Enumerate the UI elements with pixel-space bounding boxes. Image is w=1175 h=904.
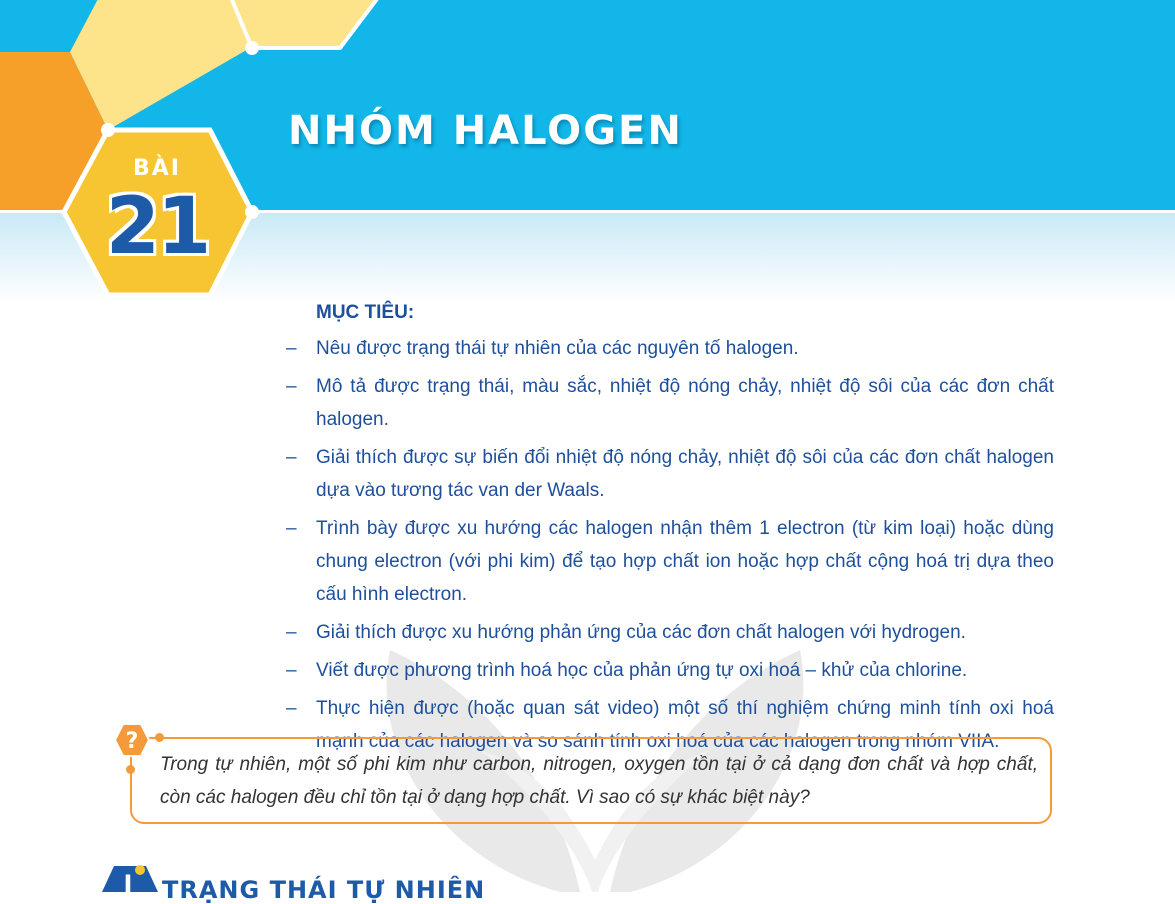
page-title: NHÓM HALOGEN [288, 108, 683, 154]
bullet-dash: – [286, 660, 297, 681]
question-mark-icon [114, 722, 150, 758]
objective-item [286, 332, 1054, 365]
question-mark-symbol: ? [125, 729, 139, 754]
objective-text: Thực hiện được (hoặc quan sát video) một số thí nghiệm chứng minh tính oxi hoá mạnh của các halogen và so sánh tính oxi hoá của các halogen trong nhóm VIIA. [316, 698, 1054, 752]
lesson-number: 21 [105, 182, 209, 272]
objective-item [286, 654, 1054, 687]
question-box-dot [126, 765, 135, 774]
bullet-dash: – [286, 622, 297, 643]
objectives-section [286, 296, 1054, 763]
question-box-dot [155, 733, 164, 742]
bullet-dash: – [286, 447, 297, 468]
bullet-dash: – [286, 518, 297, 539]
objective-text: Giải thích được sự biến đổi nhiệt độ nóng chảy, nhiệt độ sôi của các đơn chất halogen dựa vào tương tác van der Waals. [316, 447, 1054, 501]
objectives-list [286, 332, 1054, 758]
section-number-icon [100, 862, 160, 892]
section-number: I [123, 870, 133, 892]
objective-item [286, 616, 1054, 649]
objective-text: Trình bày được xu hướng các halogen nhận thêm 1 electron (từ kim loại) hoặc dùng chung electron (với phi kim) để tạo hợp chất ion hoặc hợp chất cộng hoá trị dựa theo cấu hình electron. [316, 518, 1054, 605]
objective-item [286, 512, 1054, 611]
objective-item [286, 441, 1054, 507]
objective-text: Mô tả được trạng thái, màu sắc, nhiệt độ nóng chảy, nhiệt độ sôi của các đơn chất halogen. [316, 376, 1054, 430]
question-text: Trong tự nhiên, một số phi kim như carbon, nitrogen, oxygen tồn tại ở cả dạng đơn chất và hợp chất, còn các halogen đều chỉ tồn tại ở dạng hợp chất. Vì sao có sự khác biệt này? [160, 754, 1038, 808]
bullet-dash: – [286, 338, 297, 359]
objective-text: Nêu được trạng thái tự nhiên của các nguyên tố halogen. [316, 338, 799, 359]
objective-text: Viết được phương trình hoá học của phản ứng tự oxi hoá – khử của chlorine. [316, 660, 968, 681]
objective-text: Giải thích được xu hướng phản ứng của các đơn chất halogen với hydrogen. [316, 622, 966, 643]
bullet-dash: – [286, 376, 297, 397]
bullet-dash: – [286, 698, 297, 719]
objective-item [286, 370, 1054, 436]
section-title: TRẠNG THÁI TỰ NHIÊN [162, 876, 486, 904]
objectives-heading: MỤC TIÊU: [316, 302, 415, 323]
lesson-label: BÀI [133, 156, 181, 181]
